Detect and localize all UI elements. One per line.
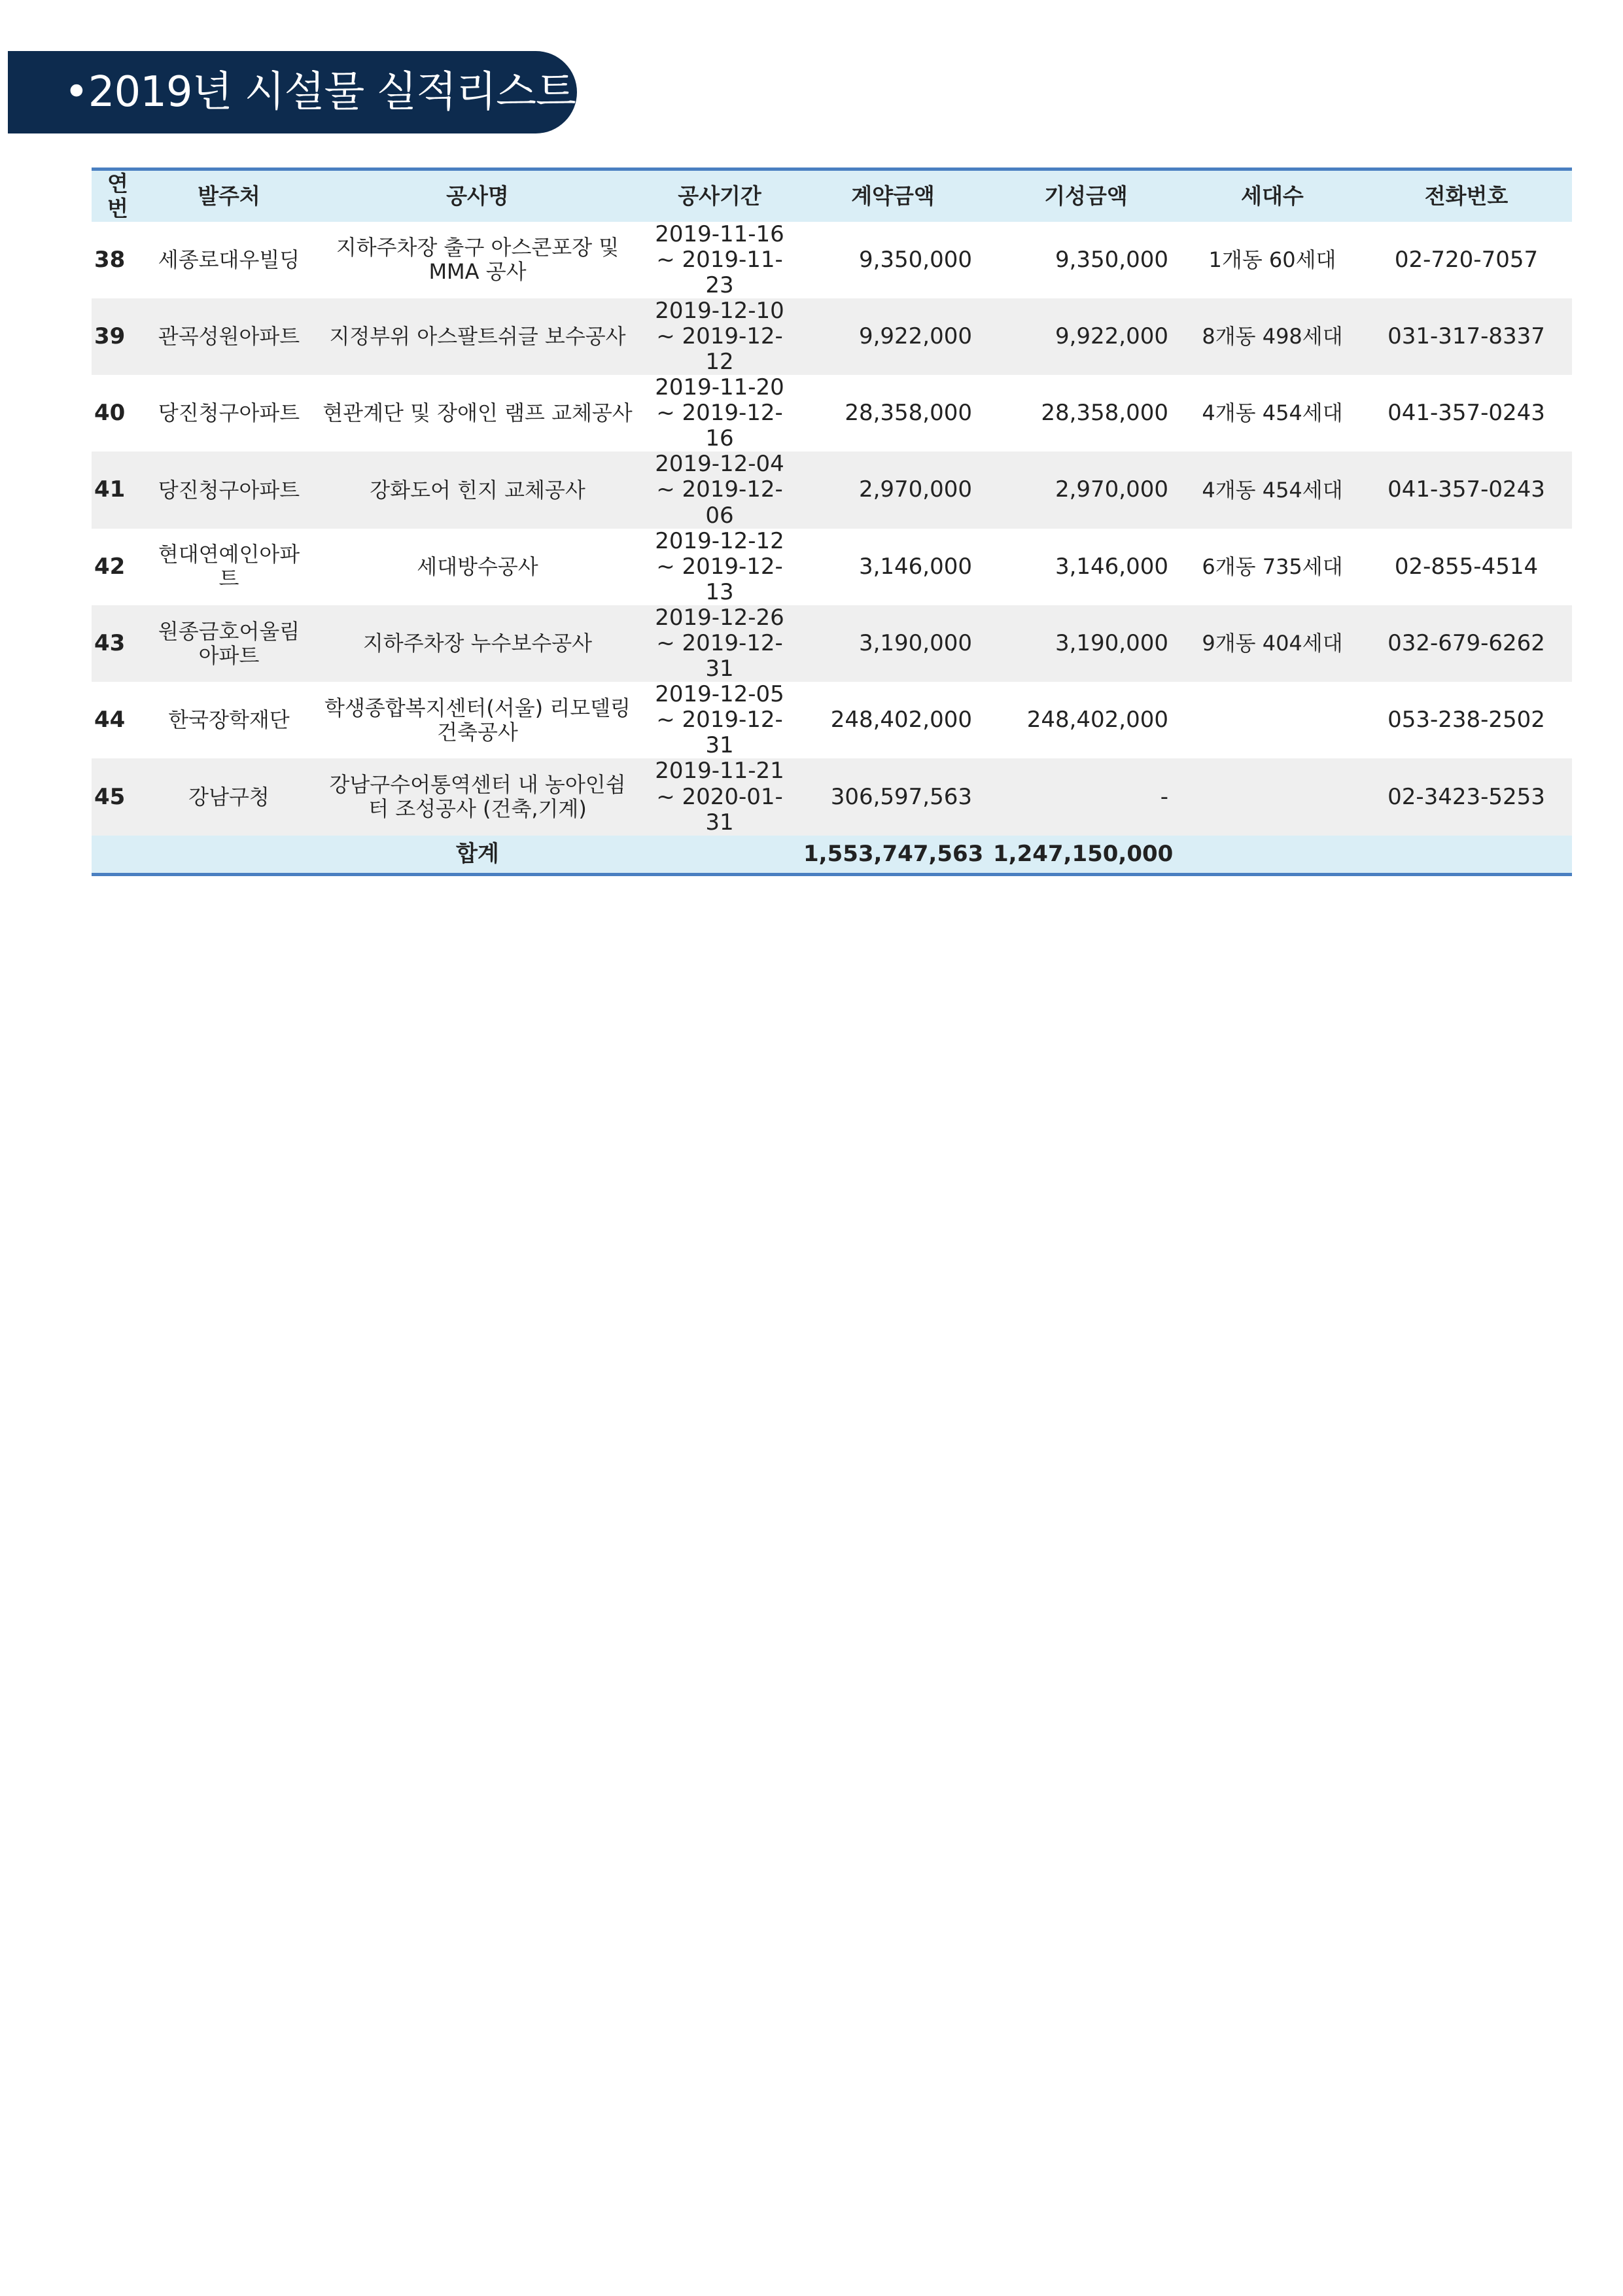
row-units: 6개동 735세대 — [1202, 554, 1343, 579]
row-units: 9개동 404세대 — [1202, 631, 1343, 656]
row-phone: 041-357-0243 — [1387, 400, 1545, 427]
row-client: 관곡성원아파트 — [158, 324, 300, 349]
row-period-start: 2019-12-26 — [655, 604, 784, 631]
row-client: 강남구청 — [188, 784, 270, 809]
header-period: 공사기간 — [678, 183, 761, 209]
row-units: 4개동 454세대 — [1202, 477, 1343, 503]
row-units — [1184, 682, 1361, 758]
header-project: 공사명 — [446, 183, 509, 209]
row-phone: 053-238-2502 — [1387, 707, 1545, 733]
row-no: 45 — [94, 783, 126, 810]
row-period-start: 2019-12-12 — [655, 527, 784, 554]
row-period-end: ~ 2019-11-23 — [656, 246, 783, 298]
row-client: 한국장학재단 — [168, 707, 290, 733]
row-period-start: 2019-12-10 — [655, 297, 784, 324]
row-phone: 02-855-4514 — [1394, 553, 1539, 580]
row-phone: 02-720-7057 — [1394, 246, 1539, 273]
row-no: 41 — [94, 476, 126, 503]
table-row — [92, 529, 1572, 605]
row-no: 40 — [94, 400, 126, 427]
table-header-row — [92, 169, 1572, 222]
header-no: 연 번 — [107, 170, 128, 221]
row-period-end: ~ 2019-12-13 — [656, 553, 783, 605]
table-row — [92, 375, 1572, 451]
row-period-start: 2019-11-16 — [655, 221, 784, 247]
row-units — [1184, 758, 1361, 835]
row-client: 당진청구아파트 — [158, 400, 300, 426]
total-spacer — [144, 836, 314, 875]
row-contract: 28,358,000 — [845, 400, 972, 427]
header-progress: 기성금액 — [1044, 183, 1128, 209]
header-phone: 전화번호 — [1424, 183, 1509, 209]
row-units: 4개동 454세대 — [1202, 400, 1343, 426]
row-contract: 9,350,000 — [858, 246, 972, 273]
row-project: 지하주차장 누수보수공사 — [362, 631, 593, 656]
row-period — [641, 222, 798, 298]
table-row — [92, 758, 1572, 835]
total-label: 합계 — [456, 840, 499, 867]
row-contract: 3,190,000 — [858, 630, 972, 656]
row-contract: 3,146,000 — [858, 553, 972, 580]
total-spacer — [92, 836, 144, 875]
row-no: 38 — [94, 246, 126, 273]
row-period — [641, 605, 798, 682]
header-units: 세대수 — [1241, 183, 1304, 209]
title-banner — [8, 51, 577, 133]
row-period-start: 2019-12-05 — [655, 681, 784, 708]
row-contract: 9,922,000 — [858, 323, 972, 349]
row-period — [641, 682, 798, 758]
row-period-end: ~ 2019-12-12 — [656, 323, 783, 375]
total-progress: 1,247,150,000 — [993, 840, 1174, 867]
row-period — [641, 758, 798, 835]
row-units: 1개동 60세대 — [1208, 247, 1336, 272]
row-phone: 02-3423-5253 — [1387, 783, 1545, 810]
table-row — [92, 682, 1572, 758]
row-period-end: ~ 2020-01-31 — [656, 783, 783, 836]
row-progress: 9,922,000 — [1055, 323, 1168, 349]
table-row — [92, 222, 1572, 298]
total-contract: 1,553,747,563 — [803, 840, 984, 867]
table-body — [92, 222, 1572, 875]
row-no: 39 — [94, 323, 126, 349]
row-period-start: 2019-11-21 — [655, 758, 784, 785]
row-project: 세대방수공사 — [417, 554, 538, 579]
row-progress: 28,358,000 — [1041, 400, 1168, 427]
table-row — [92, 605, 1572, 682]
row-period-end: ~ 2019-12-16 — [656, 400, 783, 452]
row-period — [641, 529, 798, 605]
row-project: 학생종합복지센터(서울) 리모델링 건축공사 — [324, 696, 631, 745]
row-client: 세종로대우빌딩 — [158, 247, 300, 272]
total-spacer — [641, 836, 798, 875]
row-project: 지하주차장 출구 아스콘포장 및 MMA 공사 — [336, 235, 620, 285]
header-client: 발주처 — [198, 183, 260, 209]
row-units: 8개동 498세대 — [1202, 324, 1343, 349]
row-period — [641, 375, 798, 451]
row-project: 현관계단 및 장애인 램프 교체공사 — [323, 400, 633, 426]
row-contract: 248,402,000 — [830, 707, 972, 733]
row-contract: 306,597,563 — [830, 783, 972, 810]
row-period — [641, 298, 798, 375]
page-title: •2019년 시설물 실적리스트 — [64, 68, 576, 116]
row-progress: 248,402,000 — [1026, 707, 1168, 733]
row-phone: 031-317-8337 — [1387, 323, 1545, 349]
row-progress: - — [1160, 783, 1168, 810]
total-row — [92, 836, 1572, 875]
row-client: 당진청구아파트 — [158, 477, 300, 503]
row-project: 지정부위 아스팔트쉬글 보수공사 — [329, 324, 626, 349]
row-period-start: 2019-12-04 — [655, 451, 784, 478]
table-row — [92, 298, 1572, 375]
row-period-start: 2019-11-20 — [655, 374, 784, 401]
performance-table — [92, 168, 1572, 876]
row-period — [641, 451, 798, 528]
row-no: 44 — [94, 707, 126, 733]
row-project: 강화도어 힌지 교체공사 — [370, 477, 585, 503]
row-contract: 2,970,000 — [858, 476, 972, 503]
row-period-end: ~ 2019-12-31 — [656, 707, 783, 759]
row-period-end: ~ 2019-12-06 — [656, 476, 783, 529]
performance-table-wrapper — [92, 168, 1572, 876]
total-spacer — [1361, 836, 1572, 875]
row-no: 42 — [94, 553, 126, 580]
row-progress: 9,350,000 — [1055, 246, 1168, 273]
row-progress: 3,146,000 — [1055, 553, 1168, 580]
row-client: 현대연예인아파트 — [158, 542, 300, 592]
row-client: 원종금호어울림아파트 — [158, 618, 300, 668]
row-progress: 2,970,000 — [1055, 476, 1168, 503]
header-contract: 계약금액 — [851, 183, 935, 209]
row-phone: 041-357-0243 — [1387, 476, 1545, 503]
total-spacer — [1184, 836, 1361, 875]
row-period-end: ~ 2019-12-31 — [656, 630, 783, 682]
row-phone: 032-679-6262 — [1387, 630, 1545, 656]
row-progress: 3,190,000 — [1055, 630, 1168, 656]
row-no: 43 — [94, 630, 126, 656]
table-row — [92, 451, 1572, 528]
row-project: 강남구수어통역센터 내 농아인쉼터 조성공사 (건축,기계) — [329, 772, 626, 822]
